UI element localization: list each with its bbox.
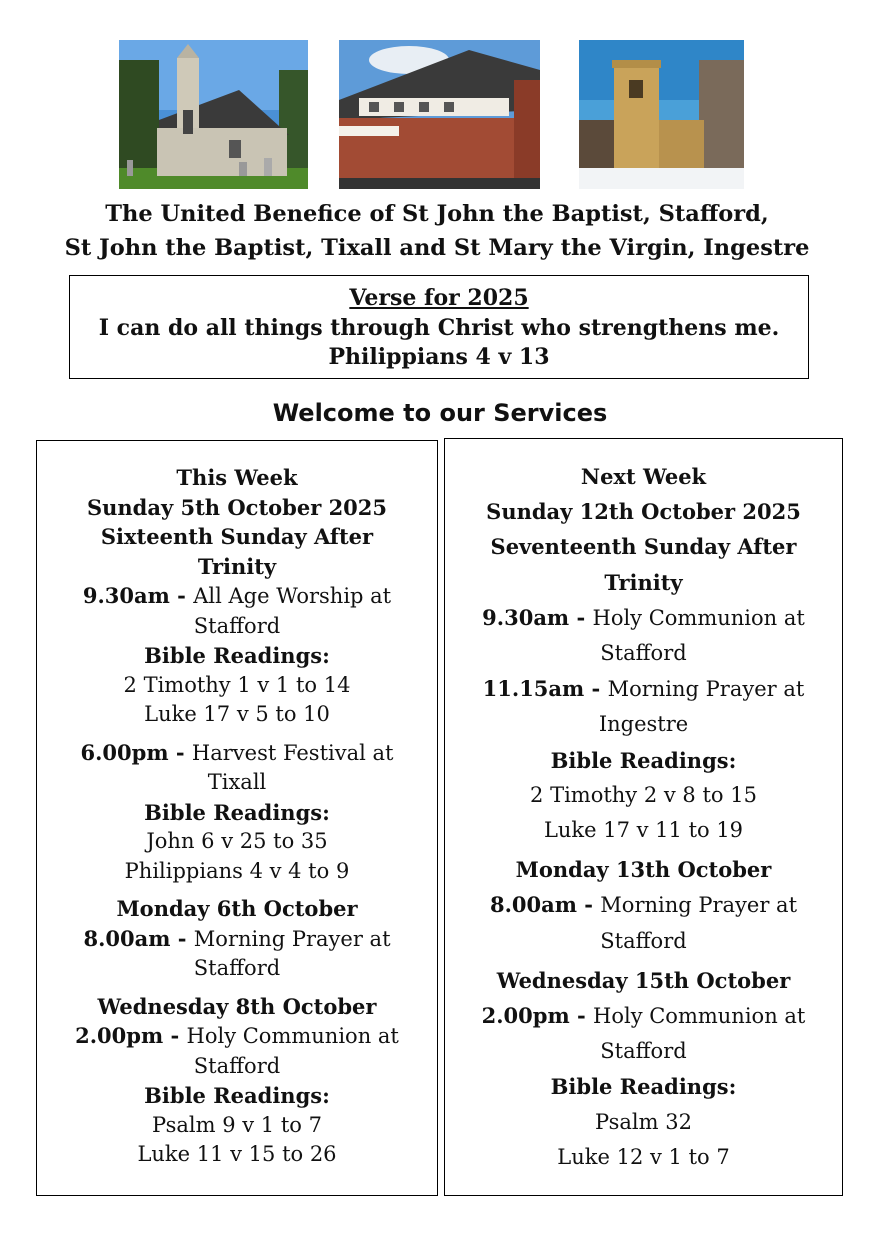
photo-tixall-church <box>119 40 308 189</box>
day-heading: Wednesday 8th October <box>97 993 377 1019</box>
bible-readings-label: Bible Readings: <box>550 747 737 773</box>
service-description: Holy Communion at <box>186 1024 399 1048</box>
next-week-panel <box>444 438 843 1196</box>
this-week-panel <box>36 440 438 1196</box>
bible-readings-label: Bible Readings: <box>144 643 330 668</box>
next-week-occasion-b: Trinity <box>604 569 683 595</box>
reading: Psalm 9 v 1 to 7 <box>152 1112 322 1137</box>
service-time: 8.00am <box>489 892 577 918</box>
reading: Luke 17 v 5 to 10 <box>144 702 330 726</box>
benefice-title-line-2: St John the Baptist, Tixall and St Mary the Virgin, Ingestre <box>64 235 810 261</box>
service-line: 9.30am - Holy Communion at <box>482 604 805 630</box>
verse-title: Verse for 2025 <box>349 285 529 311</box>
reading: Luke 17 v 11 to 19 <box>543 818 744 843</box>
service-location: Stafford <box>193 956 281 980</box>
service-description: Holy Communion at <box>593 1004 806 1029</box>
day-heading: Monday 13th October <box>515 857 772 883</box>
service-description: All Age Worship at <box>193 584 392 608</box>
service-line: 2.00pm - Holy Communion at <box>481 1003 806 1029</box>
service-line: 8.00am - Morning Prayer at <box>83 925 391 951</box>
service-line: 2.00pm - Holy Communion at <box>75 1023 399 1048</box>
service-description: Morning Prayer at <box>607 677 805 702</box>
service-time: 11.15am <box>482 676 585 702</box>
service-line: 8.00am - Morning Prayer at <box>489 892 798 918</box>
service-time: 6.00pm <box>80 739 169 765</box>
service-line: 6.00pm - Harvest Festival at <box>80 739 394 765</box>
reading: John 6 v 25 to 35 <box>146 829 328 853</box>
service-description: Morning Prayer at <box>600 893 798 918</box>
bible-readings-label: Bible Readings: <box>144 799 330 825</box>
welcome-heading: Welcome to our Services <box>272 399 608 427</box>
service-line: 11.15am - Morning Prayer at <box>482 676 805 702</box>
reading: 2 Timothy 2 v 8 to 15 <box>530 782 757 807</box>
service-location: Stafford <box>600 641 687 666</box>
service-description: Holy Communion at <box>592 605 805 630</box>
day-heading: Monday 6th October <box>116 896 358 921</box>
service-location: Stafford <box>600 1039 687 1064</box>
service-time: 8.00am <box>83 925 171 951</box>
this-week-date: Sunday 5th October 2025 <box>86 494 388 520</box>
service-location: Stafford <box>193 1053 281 1078</box>
benefice-title-line-1: The United Benefice of St John the Baptist, Stafford, <box>105 201 769 227</box>
bible-readings-label: Bible Readings: <box>144 1083 330 1108</box>
next-week-label: Next Week <box>580 464 707 489</box>
reading: Psalm 32 <box>595 1109 692 1134</box>
service-time: 2.00pm <box>75 1023 164 1048</box>
next-week-date: Sunday 12th October 2025 <box>486 499 801 525</box>
verse-text: I can do all things through Christ who strengthens me. <box>98 314 780 341</box>
reading: Luke 12 v 1 to 7 <box>557 1144 730 1169</box>
service-line: 9.30am - All Age Worship at <box>82 583 392 608</box>
this-week-occasion-b: Trinity <box>197 553 277 579</box>
reading: 2 Timothy 1 v 1 to 14 <box>123 672 351 697</box>
service-location: Stafford <box>600 928 687 953</box>
service-description: Morning Prayer at <box>193 926 391 951</box>
service-location: Ingestre <box>598 712 689 737</box>
photo-ingestre-church <box>579 40 744 189</box>
service-time: 2.00pm <box>481 1003 570 1029</box>
this-week-occasion-a: Sixteenth Sunday After <box>100 524 374 549</box>
service-location: Tixall <box>207 770 267 794</box>
service-location: Stafford <box>193 613 281 638</box>
verse-reference: Philippians 4 v 13 <box>328 344 550 370</box>
service-time: 9.30am <box>482 604 570 630</box>
service-description: Harvest Festival at <box>191 740 394 765</box>
reading: Philippians 4 v 4 to 9 <box>124 858 350 883</box>
verse-box <box>69 275 809 379</box>
day-heading: Wednesday 15th October <box>496 967 791 993</box>
photo-stafford-church <box>339 40 540 189</box>
next-week-occasion-a: Seventeenth Sunday After <box>490 534 797 560</box>
reading: Luke 11 v 15 to 26 <box>137 1142 337 1166</box>
service-time: 9.30am <box>82 583 170 608</box>
bible-readings-label: Bible Readings: <box>550 1074 737 1100</box>
this-week-label: This Week <box>176 465 298 490</box>
